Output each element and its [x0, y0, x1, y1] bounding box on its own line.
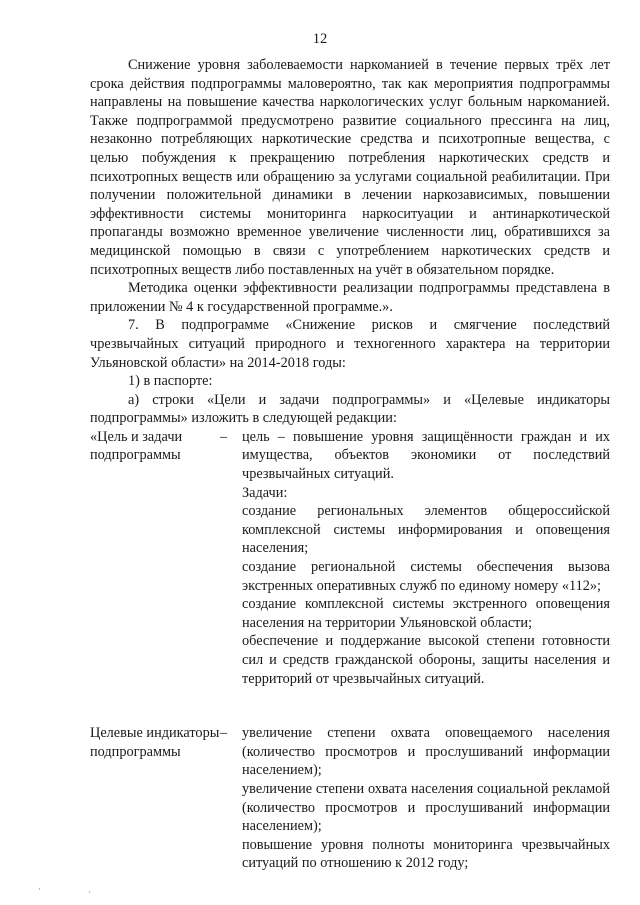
row-definition: [242, 428, 610, 688]
paragraph-methodology: Методика оценки эффективности реализации подпрограммы представлена в приложении № 4 к государственной программе.».: [90, 280, 610, 315]
definition-line: повышение уровня полноты мониторинга чрезвычайных ситуаций по отношению к 2012 году;: [242, 836, 610, 872]
paragraph-narcotics-forecast: Снижение уровня заболеваемости наркоманией в течение первых трёх лет срока действия подпрограммы маловероятно, так как мероприятия подпрограммы направлены на повышение качества наркологических услуг больным наркоманией. Также подпрограммой предусмотрено развитие социального прессинга на лиц, незаконно потребляющих наркотические средства и психотропные вещества, с целью побуждения к прекращению потребления наркотических средств и психотропных веществ или обращению за услугами социальной реабилитации. При получении положительной динамики в лечении наркозависимых, повышении эффективности системы мониторинга наркоситуации и антинаркотической пропаганды возможно временное увеличение численности лиц, обратившихся за медицинской помощью в связи с употреблением наркотических средств и психотропных веществ либо поставленных на учёт в обязательном порядке.: [90, 57, 610, 278]
definition-line: увеличение степени охвата населения социальной рекламой (количество просмотров и прослушиваний информации населением);: [242, 780, 610, 835]
row-term: Целевые индикаторы подпрограммы: [90, 725, 220, 760]
passport-row-goals: [90, 428, 610, 688]
row-term: «Цель и задачи подпрограммы: [90, 428, 183, 464]
definition-line: обеспечение и поддержание высокой степени готовности сил и средств гражданской обороны, защиты населения и территорий от чрезвычайных ситуаций.: [242, 633, 610, 687]
paragraph-subitem-a: а) строки «Цели и задачи подпрограммы» и «Целевые индикаторы подпрограммы» изложить в следующей редакции:: [90, 391, 610, 427]
paragraph-subitem-1: 1) в паспорте:: [128, 373, 213, 390]
definition-line: цель – повышение уровня защищённости граждан и их имущества, объектов экономики от последствий чрезвычайных ситуаций.: [242, 428, 610, 483]
definition-line: Задачи:: [242, 484, 288, 501]
row-dash: –: [220, 725, 228, 742]
row-definition: [242, 724, 610, 873]
paragraph-item-7: 7. В подпрограмме «Снижение рисков и смягчение последствий чрезвычайных ситуаций природного и техногенного характера на территории Ульяновской области» на 2014-2018 годы:: [90, 317, 610, 371]
definition-line: создание региональной системы обеспечения вызова экстренных оперативных служб по единому номеру «112»;: [242, 559, 610, 594]
definition-line: создание комплексной системы экстренного оповещения населения на территории Ульяновской области;: [242, 596, 610, 631]
page-number: 12: [312, 31, 328, 47]
row-dash: –: [220, 428, 228, 445]
definition-line: увеличение степени охвата оповещаемого населения (количество просмотров и прослушиваний информации населением);: [242, 725, 610, 779]
definition-line: создание региональных элементов общероссийской комплексной системы информирования и оповещения населения;: [242, 503, 610, 557]
document-body: [90, 56, 610, 873]
passport-row-indicators: [90, 724, 610, 873]
scan-speck: ·: [38, 884, 41, 894]
scan-speck: ˋ: [88, 890, 91, 900]
